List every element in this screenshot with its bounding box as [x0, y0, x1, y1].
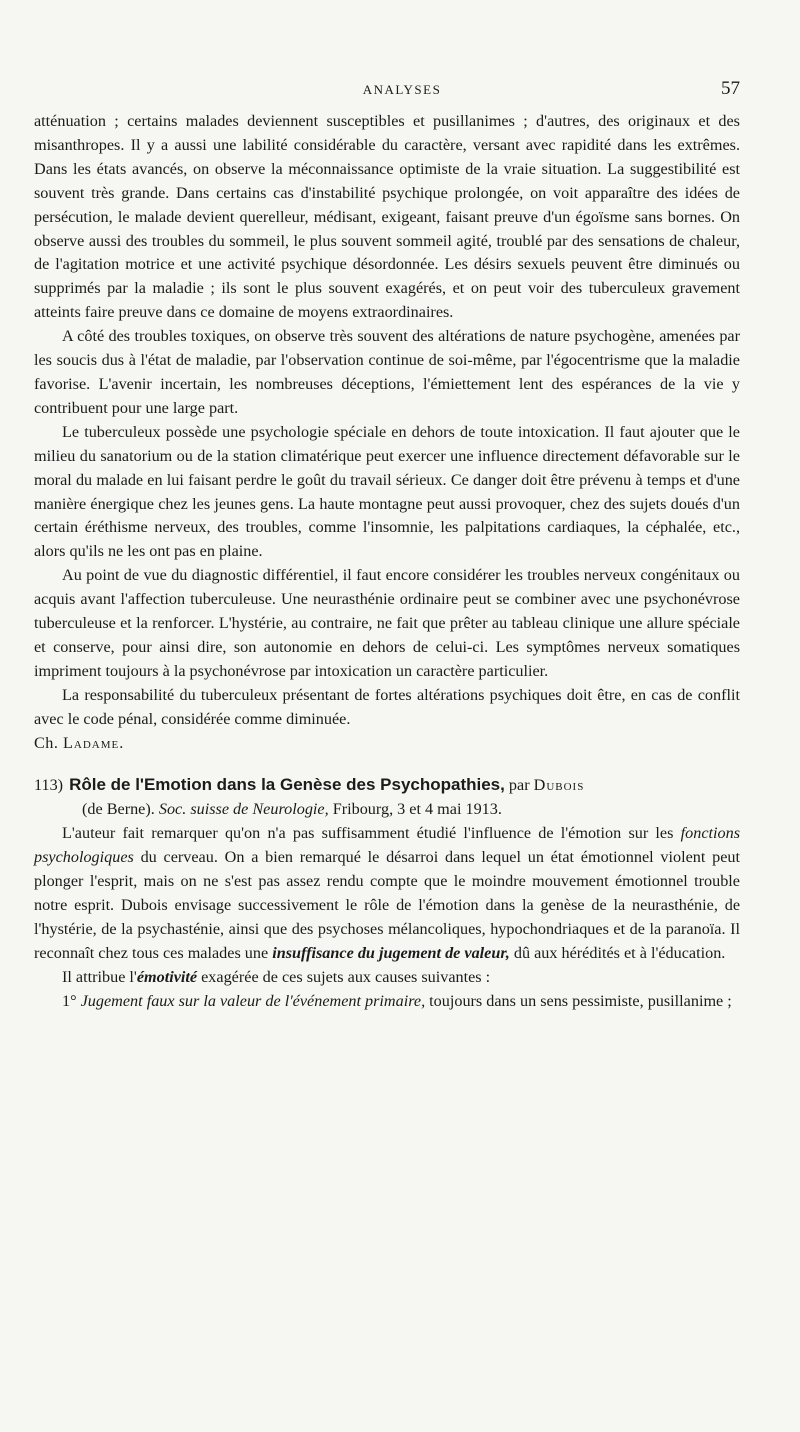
article-meta: [34, 798, 740, 822]
text-run: toujours dans un sens pessimiste, pusillanime ;: [425, 991, 732, 1010]
page-number: 57: [721, 78, 740, 99]
entry-number: 113): [34, 776, 64, 795]
emphasis-insufficiency: insuffisance du jugement de valeur,: [272, 943, 510, 962]
paragraph-cause-1: [34, 990, 740, 1014]
text-run: exagérée de ces sujets aux causes suivantes :: [197, 967, 491, 986]
paragraph-continued: atténuation ; certains malades deviennent susceptibles et pusillanimes ; d'autres, des originaux et des misanthropes. Il y a aussi une labilité considérable du caractère, versant avec rapidité dans les extrêmes. Dans les états avancés, on observe la méconnaissance optimiste de la vraie situation. La suggestibilité est souvent très grande. Dans certains cas d'instabilité psychique prolongée, on voit apparaître des idées de persécution, le malade devient querelleur, médisant, exigeant, faisant preuve d'un égoïsme sans bornes. On observe aussi des troubles du sommeil, le plus souvent sommeil agité, troublé par des sensations de chaleur, de l'agitation motrice et une activité psychique désordonnée. Les désirs sexuels peuvent être diminués ou supprimés par la maladie ; ils sont le plus souvent exagérés, et on peut voir des tuberculeux gravement atteints faire preuve dans ce domaine de moyens extraordinaires.: [34, 112, 740, 322]
text-run: L'auteur fait remarquer qu'on n'a pas suffisamment étudié l'influence de l'émotion sur les: [62, 824, 681, 843]
article-journal: Soc. suisse de Neurologie,: [158, 800, 329, 819]
article-details: Fribourg, 3 et 4 mai 1913.: [328, 800, 502, 819]
text-run: Il attribue l': [62, 967, 137, 986]
paragraph-emotion-intro: [34, 822, 740, 965]
running-head: [64, 78, 740, 102]
paragraph-psychogenic: A côté des troubles toxiques, on observe très souvent des altérations de nature psychogène, amenées par les soucis dus à l'état de maladie, par l'observation continue de soi-même, par l'égocentrisme que la maladie favorise. L'avenir incertain, les nombreuses déceptions, l'émiettement lent des espérances de la vie y contribuent pour une large part.: [34, 327, 740, 417]
reviewer-signature: [34, 732, 740, 756]
paragraph-responsibility: La responsabilité du tuberculeux présentant de fortes altérations psychiques doit être, en cas de conflit avec le code pénal, considérée comme diminuée.: [34, 685, 740, 728]
article-heading: [34, 773, 740, 798]
paragraph-causes-intro: [34, 966, 740, 990]
text-run: dû aux hérédités et à l'éducation.: [509, 943, 726, 962]
article-by: par: [504, 776, 534, 795]
list-number: 1°: [62, 991, 81, 1010]
paragraph-sanatorium: Le tuberculeux possède une psychologie spéciale en dehors de toute intoxication. Il faut ajouter que le milieu du sanatorium ou de la station climatérique peut exercer une influence directement défavorable sur le moral du malade en lui faisant perdre le goût du travail sérieux. Ce danger doit être prévenu à temps et d'une manière énergique chez les jeunes gens. La haute montagne peut aussi provoquer, chez des sujets doués d'un certain éréthisme nerveux, des troubles, comme l'insomnie, les palpitations cardiaques, la céphalée, etc., alors qu'ils ne les ont pas en plaine.: [34, 422, 740, 561]
article-location: (de Berne).: [82, 800, 159, 819]
signature-prefix: Ch.: [34, 733, 63, 752]
text-run: du cerveau. On a bien remarqué le désarroi dans lequel un état émotionnel violent peut plonger l'esprit, mais on ne s'est pas assez rendu compte que le moindre mouvement émotionnel trouble notre esprit. Dubois envisage successivement le rôle de l'émotion dans la genèse de la neurasthénie, de l'hystérie, de la psychasténie, ainsi que des psychoses mélancoliques, hypochondriaques et de la paranoïa. Il reconnaît chez tous ces malades une: [34, 848, 740, 962]
emphasis-false-judgment: Jugement faux sur la valeur de l'événement primaire,: [80, 991, 426, 1010]
article-title: Rôle de l'Emotion dans la Genèse des Psychopathies,: [69, 775, 505, 795]
emphasis-emotivity: émotivité: [136, 967, 198, 986]
emphasis-functions: fonctions psychologiques: [34, 824, 740, 867]
signature-name: Ladame.: [63, 733, 125, 752]
running-title: ANALYSES: [362, 82, 442, 97]
paragraph-differential-diagnosis: Au point de vue du diagnostic différentiel, il faut encore considérer les troubles nerveux congénitaux ou acquis avant l'affection tuberculeuse. Une neurasthénie ordinaire peut se combiner avec une psychonévrose tuberculeuse et la renforcer. L'hystérie, au contraire, ne fait que prêter au tableau clinique une allure spéciale et conserve, pour ainsi dire, son autonomie en dehors de celui-ci. Les symptômes nerveux somatiques impriment toujours à la psychonévrose par intoxication un caractère particulier.: [34, 566, 740, 680]
body-text: [34, 110, 740, 1014]
article-author: Dubois: [533, 776, 585, 795]
